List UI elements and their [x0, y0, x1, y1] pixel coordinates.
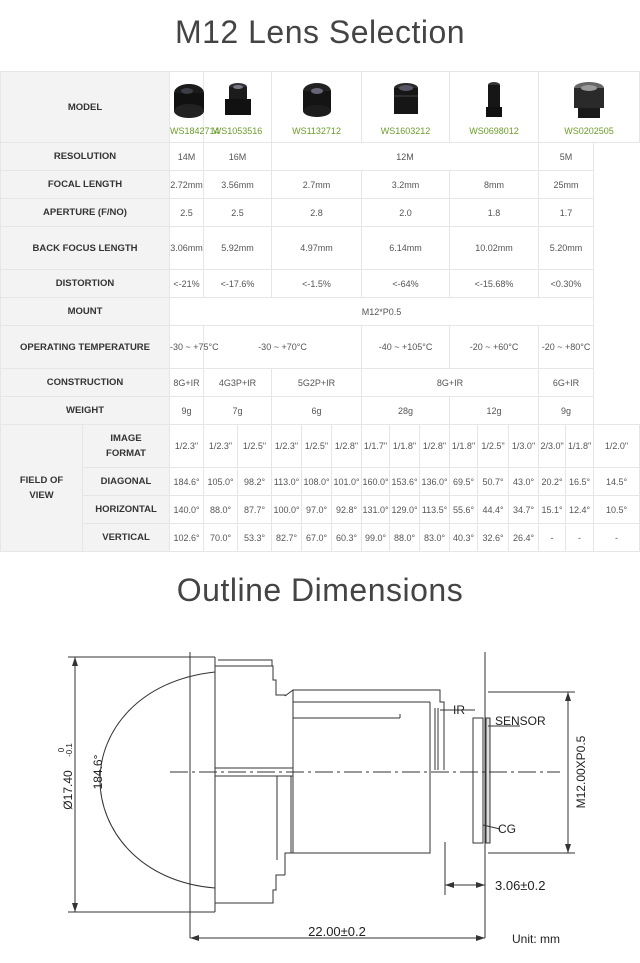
distortion-cell: <-15.68%	[450, 270, 539, 298]
weight-cell: 9g	[539, 397, 594, 425]
fov-cell: 60.3°	[332, 524, 362, 552]
distortion-cell: <-1.5%	[272, 270, 362, 298]
construction-cell: 5G2P+IR	[272, 369, 362, 397]
header-image-format: IMAGE FORMAT	[83, 425, 170, 468]
model-cell	[204, 72, 272, 143]
fov-cell: 32.6°	[478, 524, 509, 552]
model-cell	[170, 72, 220, 143]
header-field-of-view: FIELD OF VIEW	[1, 425, 83, 552]
sensor-label: SENSOR	[495, 714, 546, 728]
header-construction: CONSTRUCTION	[1, 369, 170, 397]
construction-cell: 8G+IR	[362, 369, 539, 397]
lens-image	[221, 81, 255, 123]
back-focus-dimension: 3.06±0.2	[495, 878, 546, 893]
fov-cell: 67.0°	[302, 524, 332, 552]
lens-spec-table	[0, 71, 640, 552]
aperture-cell: 1.7	[539, 199, 594, 227]
header-operating: OPERATING TEMPERATURE	[1, 326, 170, 369]
model-cell	[272, 72, 362, 143]
construction-cell: 6G+IR	[539, 369, 594, 397]
back-focus-cell: 4.97mm	[272, 227, 362, 270]
unit-label: Unit: mm	[512, 932, 560, 946]
lens-selection-title: M12 Lens Selection	[174, 14, 466, 50]
focal-cell: 2.72mm	[170, 171, 204, 199]
length-dimension: 22.00±0.2	[308, 924, 366, 939]
fov-cell: 102.6°	[170, 524, 204, 552]
fov-cell: 70.0°	[204, 524, 238, 552]
aperture-cell: 2.0	[362, 199, 450, 227]
fov-cell: 69.5°	[450, 468, 478, 496]
ir-label: IR	[453, 703, 465, 717]
fov-cell: 12.4°	[566, 496, 594, 524]
fov-cell: 43.0°	[509, 468, 539, 496]
fov-cell: -	[539, 524, 566, 552]
cg-label: CG	[498, 822, 516, 836]
fov-cell: 14.5°	[594, 468, 640, 496]
resolution-cell: 16M	[204, 143, 272, 171]
back-focus-row	[1, 227, 640, 270]
fov-cell: 140.0°	[170, 496, 204, 524]
lens-image	[481, 81, 507, 123]
resolution-cell: 14M	[170, 143, 204, 171]
operating-cell: -40 ~ +105°C	[362, 326, 450, 369]
fov-cell: 99.0°	[362, 524, 390, 552]
fov-cell: 1/1.8"	[566, 425, 594, 468]
header-vertical: VERTICAL	[83, 524, 170, 552]
weight-row	[1, 397, 640, 425]
operating-cell: -30 ~ +75°C	[170, 326, 204, 369]
header-horizontal: HORIZONTAL	[83, 496, 170, 524]
weight-cell: 9g	[170, 397, 204, 425]
focal-row	[1, 171, 640, 199]
model-cell	[539, 72, 640, 143]
fov-cell: 34.7°	[509, 496, 539, 524]
fov-cell: 83.0°	[420, 524, 450, 552]
fov-cell: 136.0°	[420, 468, 450, 496]
aperture-cell: 2.8	[272, 199, 362, 227]
operating-cell: -30 ~ +70°C	[204, 326, 362, 369]
mount-cell: M12*P0.5	[170, 298, 594, 326]
fov-cell: 105.0°	[204, 468, 238, 496]
fov-cell: 1/2.5"	[478, 425, 509, 468]
fov-cell: 1/2.5"	[302, 425, 332, 468]
focal-cell: 25mm	[539, 171, 594, 199]
operating-cell: -20 ~ +60°C	[450, 326, 539, 369]
weight-cell: 6g	[272, 397, 362, 425]
header-model: MODEL	[1, 72, 170, 143]
model-code: WS1132712	[292, 125, 341, 136]
fov-cell: 1/3.0"	[509, 425, 539, 468]
fov-cell: 16.5°	[566, 468, 594, 496]
fov-cell: 92.8°	[332, 496, 362, 524]
operating-cell: -20 ~ +80°C	[539, 326, 594, 369]
resolution-row	[1, 143, 640, 171]
fov-cell: 88.0°	[390, 524, 420, 552]
outline-drawing	[0, 620, 640, 960]
fov-cell: 88.0°	[204, 496, 238, 524]
model-code: WS1053516	[212, 125, 263, 136]
fov-cell: 160.0°	[362, 468, 390, 496]
model-row	[1, 72, 640, 143]
header-weight: WEIGHT	[1, 397, 170, 425]
fov-cell: 113.5°	[420, 496, 450, 524]
focal-cell: 8mm	[450, 171, 539, 199]
fov-cell: 44.4°	[478, 496, 509, 524]
model-code: WS0698012	[469, 125, 519, 136]
resolution-cell: 12M	[272, 143, 539, 171]
fov-cell: -	[594, 524, 640, 552]
fov-cell: 98.2°	[238, 468, 272, 496]
fov-cell: 40.3°	[450, 524, 478, 552]
aperture-row	[1, 199, 640, 227]
model-cell	[450, 72, 539, 143]
distortion-cell: <-17.6%	[204, 270, 272, 298]
fov-cell: 20.2°	[539, 468, 566, 496]
aperture-cell: 2.5	[204, 199, 272, 227]
vertical-row	[1, 524, 640, 552]
header-distortion: DISTORTION	[1, 270, 170, 298]
lens-image	[570, 81, 608, 123]
header-mount: MOUNT	[1, 298, 170, 326]
fov-cell: 1/2.3"	[204, 425, 238, 468]
fov-cell: 10.5°	[594, 496, 640, 524]
fov-cell: 1/1.7"	[362, 425, 390, 468]
header-diagonal: DIAGONAL	[83, 468, 170, 496]
model-cell	[362, 72, 450, 143]
fov-cell: 131.0°	[362, 496, 390, 524]
operating-row	[1, 326, 640, 369]
horizontal-row	[1, 496, 640, 524]
aperture-cell: 2.5	[170, 199, 204, 227]
fov-cell: 82.7°	[272, 524, 302, 552]
header-back-focus: BACK FOCUS LENGTH	[1, 227, 170, 270]
fov-cell: 108.0°	[302, 468, 332, 496]
focal-cell: 3.2mm	[362, 171, 450, 199]
distortion-cell: <0.30%	[539, 270, 594, 298]
fov-cell: 55.6°	[450, 496, 478, 524]
fov-cell: 153.6°	[390, 468, 420, 496]
header-aperture: APERTURE (F/NO)	[1, 199, 170, 227]
weight-cell: 7g	[204, 397, 272, 425]
fov-cell: 184.6°	[170, 468, 204, 496]
fov-cell: 2/3.0"	[539, 425, 566, 468]
fov-cell: 1/1.8"	[390, 425, 420, 468]
lens-image	[389, 81, 423, 123]
outline-dimensions-title: Outline Dimensions	[176, 572, 464, 608]
image-format-row	[1, 425, 640, 468]
fov-cell: -	[566, 524, 594, 552]
lens-image	[298, 81, 336, 123]
back-focus-cell: 3.06mm	[170, 227, 204, 270]
aperture-cell: 1.8	[450, 199, 539, 227]
mount-row	[1, 298, 640, 326]
fov-cell: 1/2.5"	[238, 425, 272, 468]
back-focus-cell: 5.92mm	[204, 227, 272, 270]
fov-cell: 113.0°	[272, 468, 302, 496]
fov-cell: 1/2.3"	[272, 425, 302, 468]
header-resolution: RESOLUTION	[1, 143, 170, 171]
distortion-cell: <-64%	[362, 270, 450, 298]
diameter-label: Ø17.40	[61, 770, 75, 810]
fov-cell: 1/2.3"	[170, 425, 204, 468]
fov-cell: 101.0°	[332, 468, 362, 496]
fov-cell: 1/2.8"	[332, 425, 362, 468]
header-focal-length: FOCAL LENGTH	[1, 171, 170, 199]
diagonal-row	[1, 468, 640, 496]
fov-cell: 53.3°	[238, 524, 272, 552]
weight-cell: 12g	[450, 397, 539, 425]
diameter-tolerance-top: 0	[57, 747, 66, 753]
fov-cell: 129.0°	[390, 496, 420, 524]
fov-cell: 1/2.8"	[420, 425, 450, 468]
fov-cell: 50.7°	[478, 468, 509, 496]
resolution-cell: 5M	[539, 143, 594, 171]
thread-label: M12.00XP0.5	[574, 735, 588, 809]
diameter-tolerance-bottom: -0.1	[65, 743, 74, 757]
back-focus-cell: 5.20mm	[539, 227, 594, 270]
back-focus-cell: 10.02mm	[450, 227, 539, 270]
model-code: WS1603212	[380, 125, 431, 136]
focal-cell: 3.56mm	[204, 171, 272, 199]
model-code: WS1842714	[170, 125, 220, 136]
construction-cell: 8G+IR	[170, 369, 204, 397]
fov-cell: 1/2.0"	[594, 425, 640, 468]
distortion-cell: <-21%	[170, 270, 204, 298]
construction-row	[1, 369, 640, 397]
focal-cell: 2.7mm	[272, 171, 362, 199]
fov-cell: 15.1°	[539, 496, 566, 524]
distortion-row	[1, 270, 640, 298]
fov-cell: 97.0°	[302, 496, 332, 524]
lens-image	[170, 81, 208, 123]
view-angle-label: 184.6°	[91, 754, 105, 790]
construction-cell: 4G3P+IR	[204, 369, 272, 397]
back-focus-cell: 6.14mm	[362, 227, 450, 270]
model-code: WS0202505	[564, 125, 614, 136]
fov-cell: 26.4°	[509, 524, 539, 552]
weight-cell: 28g	[362, 397, 450, 425]
fov-cell: 87.7°	[238, 496, 272, 524]
fov-cell: 1/1.8"	[450, 425, 478, 468]
fov-cell: 100.0°	[272, 496, 302, 524]
